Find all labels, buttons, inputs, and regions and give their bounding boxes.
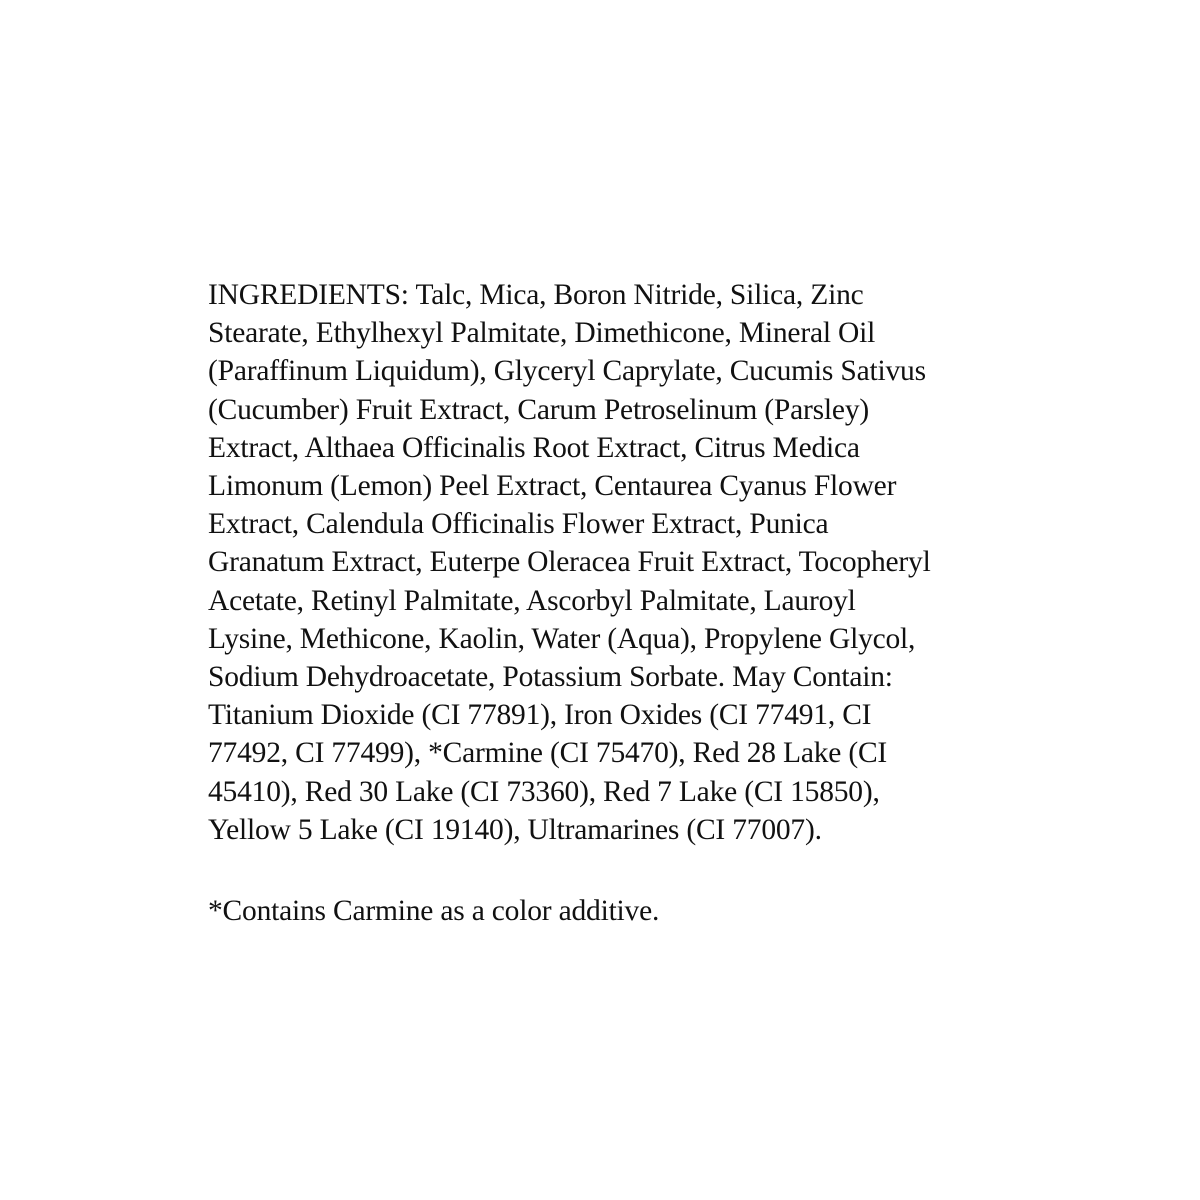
ingredients-line: Granatum Extract, Euterpe Oleracea Fruit Extract, Tocopheryl [208,546,931,579]
ingredients-list [208,276,1008,849]
ingredients-line: (Cucumber) Fruit Extract, Carum Petroselinum (Parsley) [208,393,869,426]
ingredients-line: Stearate, Ethylhexyl Palmitate, Dimethicone, Mineral Oil [208,317,876,350]
ingredients-line: Extract, Althaea Officinalis Root Extract, Citrus Medica [208,431,860,464]
ingredients-line: Extract, Calendula Officinalis Flower Extract, Punica [208,508,829,541]
carmine-footnote: *Contains Carmine as a color additive. [208,895,660,927]
ingredients-line: 45410), Red 30 Lake (CI 73360), Red 7 Lake (CI 15850), [208,775,880,808]
ingredients-line: INGREDIENTS: Talc, Mica, Boron Nitride, Silica, Zinc [208,279,864,311]
ingredients-line: Limonum (Lemon) Peel Extract, Centaurea Cyanus Flower [208,470,897,503]
ingredients-line: Yellow 5 Lake (CI 19140), Ultramarines (CI 77007). [208,813,822,846]
ingredients-line: Sodium Dehydroacetate, Potassium Sorbate. May Contain: [208,661,893,694]
ingredients-line: Acetate, Retinyl Palmitate, Ascorbyl Palmitate, Lauroyl [208,584,856,617]
ingredients-line: Titanium Dioxide (CI 77891), Iron Oxides (CI 77491, CI [208,699,872,732]
ingredients-line: 77492, CI 77499), *Carmine (CI 75470), Red 28 Lake (CI [208,737,888,770]
ingredients-line: Lysine, Methicone, Kaolin, Water (Aqua), Propylene Glycol, [208,622,916,655]
ingredients-line: (Paraffinum Liquidum), Glyceryl Caprylate, Cucumis Sativus [208,355,926,388]
